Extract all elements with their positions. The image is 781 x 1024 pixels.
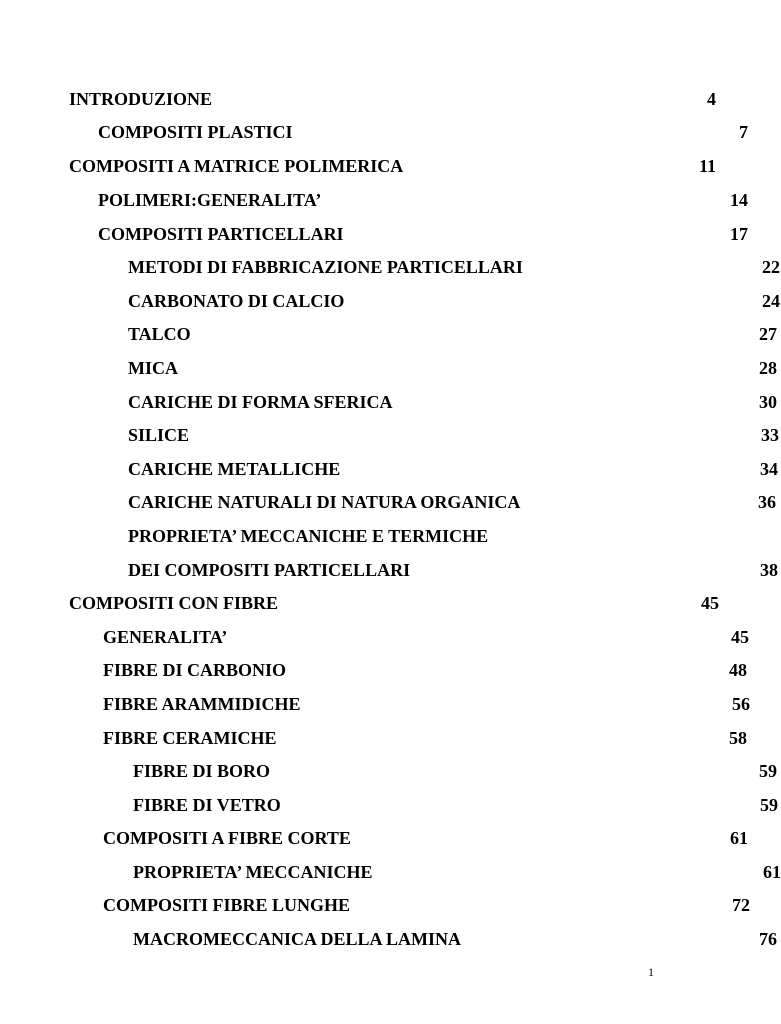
toc-entry-page: 22 [762,257,780,277]
toc-entry-page: 14 [730,190,748,210]
toc-entry-title: INTRODUZIONE [69,89,213,109]
toc-entry-page: 11 [698,156,716,176]
page-number: 1 [648,965,654,979]
toc-entry-title: CARICHE NATURALI DI NATURA ORGANICA [128,492,521,512]
toc-entry-page: 34 [760,459,778,479]
toc-entry-title: COMPOSITI A FIBRE CORTE [103,828,351,848]
toc-entry-title: FIBRE DI CARBONIO [103,660,287,680]
toc-entry-page: 61 [763,862,781,882]
toc-entry-title: COMPOSITI PLASTICI [98,122,293,142]
toc-entry-page: 45 [701,593,719,613]
toc-entry-title: METODI DI FABBRICAZIONE PARTICELLARI [128,257,523,277]
toc-entry-page: 27 [759,324,777,344]
toc-entry-title: CARICHE METALLICHE [128,459,341,479]
toc-entry-page: 61 [730,828,748,848]
toc-entry-title: FIBRE CERAMICHE [103,728,277,748]
toc-entry-title: PROPRIETA’ MECCANICHE E TERMICHE [128,526,489,546]
toc-entry-title: FIBRE ARAMMIDICHE [103,694,301,714]
toc-entry-title: CARICHE DI FORMA SFERICA [128,392,393,412]
toc-entry-title: MICA [128,358,178,378]
toc-entry-page: 30 [759,392,777,412]
toc-entry-page: 4 [707,89,716,109]
toc-entry-page: 28 [759,358,777,378]
toc-entry-title: COMPOSITI PARTICELLARI [98,224,344,244]
toc-entry-title: COMPOSITI CON FIBRE [69,593,279,613]
toc-entry-title: COMPOSITI A MATRICE POLIMERICA [69,156,404,176]
toc-entry-page: 59 [760,795,778,815]
toc-entry-title: DEI COMPOSITI PARTICELLARI [128,560,411,580]
toc-entry-page: 45 [731,627,749,647]
toc-entry-title: POLIMERI:GENERALITA’ [98,190,322,210]
toc-entry-title: PROPRIETA’ MECCANICHE [133,862,373,882]
toc-entry-page: 58 [729,728,747,748]
toc-entry-page: 7 [739,122,748,142]
toc-entry-page: 72 [732,895,750,915]
toc-entry-title: TALCO [128,324,191,344]
toc-entry-page: 24 [762,291,780,311]
toc-entry-page: 33 [761,425,779,445]
toc-entry-title: CARBONATO DI CALCIO [128,291,345,311]
toc-entry-page: 38 [760,560,778,580]
toc-entry-title: FIBRE DI BORO [133,761,271,781]
toc-entry-title: FIBRE DI VETRO [133,795,281,815]
toc-entry-page: 48 [729,660,747,680]
toc-entry-title: GENERALITA’ [103,627,228,647]
toc-entry-title: SILICE [128,425,190,445]
toc-entry-page: 56 [732,694,750,714]
toc-entry-page: 17 [730,224,748,244]
toc-entry-title: MACROMECCANICA DELLA LAMINA [133,929,462,949]
toc-entry-title: COMPOSITI FIBRE LUNGHE [103,895,351,915]
toc-entry-page: 36 [758,492,776,512]
toc-entry-page: 76 [759,929,777,949]
toc-entry-page: 59 [759,761,777,781]
